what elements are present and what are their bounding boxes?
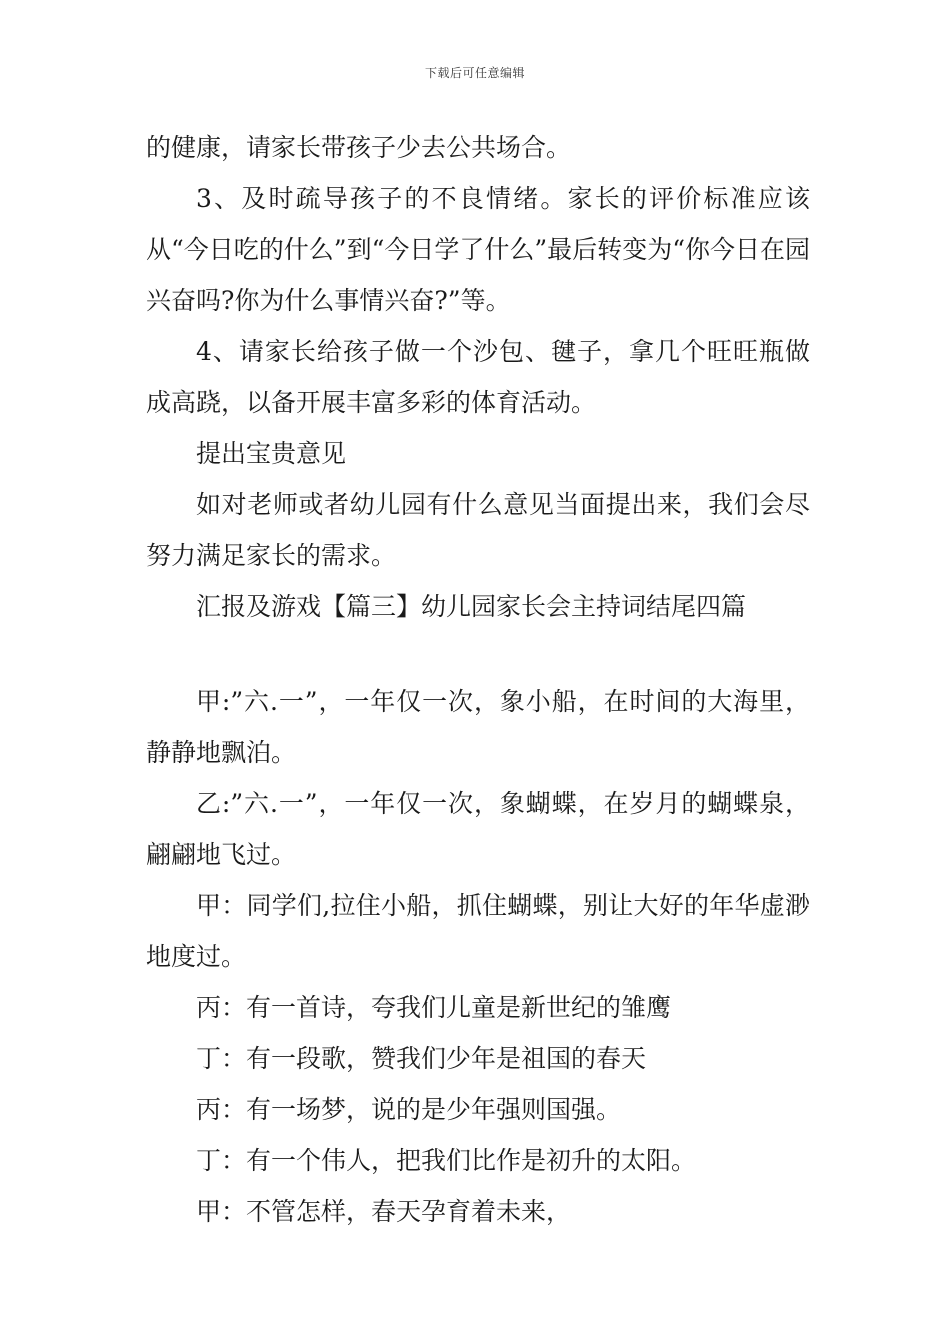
dialogue-line: 甲：同学们,拉住小船，抓住蝴蝶，别让大好的年华虚渺地度过。 [146, 891, 810, 971]
dialogue-line: 甲:”六.一”，一年仅一次，象小船，在时间的大海里，静静地飘泊。 [146, 687, 810, 767]
dialogue-line: 丙：有一场梦，说的是少年强则国强。 [196, 1095, 622, 1124]
dialogue-line: 甲：不管怎样，春天孕育着未来， [196, 1197, 572, 1226]
page-header: 下载后可任意编辑 [424, 66, 525, 80]
section-heading: 提出宝贵意见 [196, 439, 347, 468]
dialogue-line: 丁：有一段歌，赞我们少年是祖国的春天 [196, 1044, 647, 1073]
paragraph: 如对老师或者幼儿园有什么意见当面提出来，我们会尽努力满足家长的需求。 [146, 490, 810, 570]
paragraph: 的健康，请家长带孩子少去公共场合。 [146, 133, 572, 162]
paragraph: 4、请家长给孩子做一个沙包、毽子，拿几个旺旺瓶做成高跷，以备开展丰富多彩的体育活动。 [146, 337, 810, 417]
document-body [146, 122, 810, 1237]
dialogue-line: 丙：有一首诗，夸我们儿童是新世纪的雏鹰 [196, 993, 672, 1022]
dialogue-line: 乙:”六.一”，一年仅一次，象蝴蝶，在岁月的蝴蝶泉，翩翩地飞过。 [146, 789, 810, 869]
section-title: 汇报及游戏【篇三】幼儿园家长会主持词结尾四篇 [196, 592, 747, 621]
paragraph: 3、及时疏导孩子的不良情绪。家长的评价标准应该从“今日吃的什么”到“今日学了什么”最后转变为“你今日在园兴奋吗?你为什么事情兴奋?”等。 [146, 184, 810, 315]
blank-line [146, 632, 810, 676]
dialogue-line: 丁：有一个伟人，把我们比作是初升的太阳。 [196, 1146, 697, 1175]
